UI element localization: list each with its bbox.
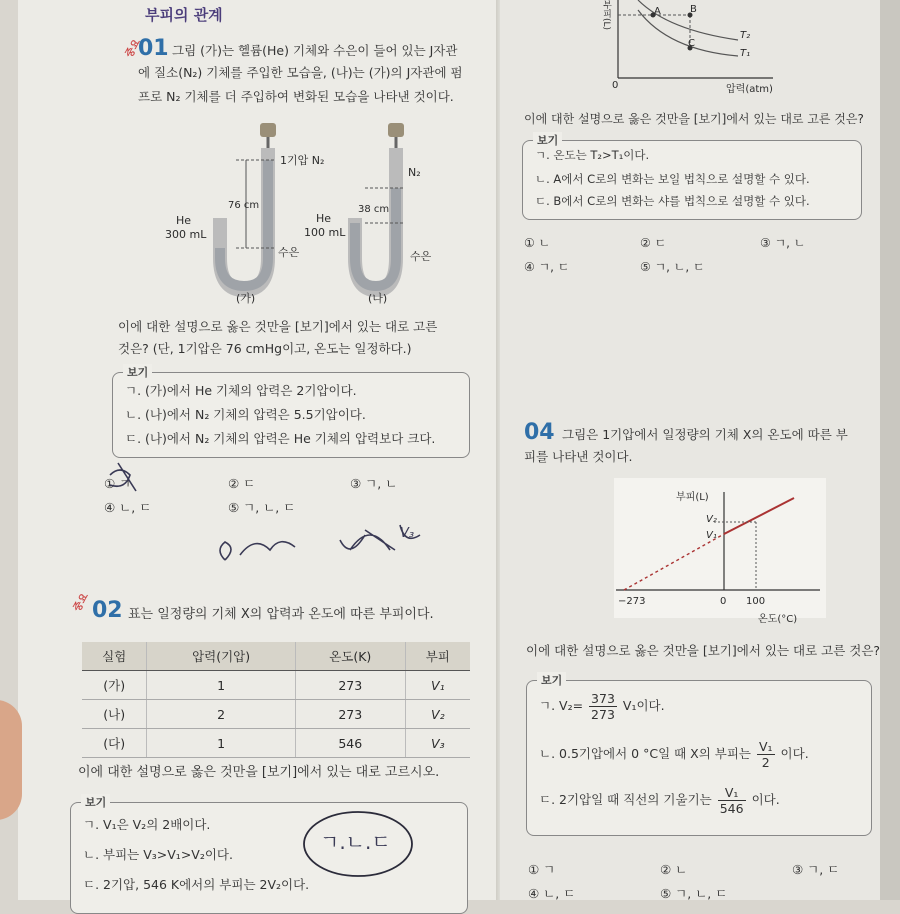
- q01-bogi-item-1: ㄱ. (가)에서 He 기체의 압력은 2기압이다.: [125, 383, 357, 398]
- q04-bogi-item-3: [539, 785, 780, 816]
- q01-text-line2: 에 질소(N₂) 기체를 주입한 모습을, (나)는 (가)의 J자관에 펌: [138, 65, 463, 80]
- table-cell: V₃: [405, 729, 470, 758]
- q04-prompt: 이에 대한 설명으로 옳은 것만을 [보기]에서 있는 대로 고른 것은?: [526, 643, 881, 658]
- table-cell: 2: [147, 700, 296, 729]
- handwriting-answer: ㄱ.ㄴ.ㄷ: [320, 830, 391, 854]
- diagram-b-he-volume: 100 mL: [304, 226, 346, 239]
- table-row: [82, 729, 470, 758]
- q01-bogi-box: [112, 366, 470, 458]
- diagram-a-caption: (가): [236, 292, 256, 305]
- table-header: 실험: [82, 642, 147, 671]
- q04-line: [724, 498, 794, 534]
- q02-text: 표는 일정량의 기체 X의 압력과 온도에 따른 부피이다.: [128, 607, 434, 622]
- q01-choice-3[interactable]: ③ ㄱ, ㄴ: [350, 476, 398, 491]
- isotherm-t2: [638, 0, 738, 40]
- q03-choice-2[interactable]: ② ㄷ: [640, 236, 667, 250]
- q03-bogi-item-3: ㄷ. B에서 C로의 변화는 샤를 법칙으로 설명할 수 있다.: [535, 194, 810, 208]
- thumb: [0, 700, 22, 820]
- important-badge-02: 중요: [71, 591, 91, 614]
- q04-ylabel: 부피(L): [676, 492, 709, 503]
- q03-point-b: B: [690, 4, 697, 15]
- q01-choice-2[interactable]: ② ㄷ: [228, 476, 256, 491]
- q04-b1-post: V₁이다.: [622, 698, 665, 713]
- q03-xlabel: 압력(atm): [726, 84, 773, 95]
- table-cell: 1: [147, 671, 296, 700]
- page-edge-shadow: [880, 0, 900, 900]
- q04-b2-pre: ㄴ. 0.5기압에서 0 °C일 때 X의 부피는: [539, 746, 752, 761]
- fraction: [589, 691, 617, 722]
- q04-x-100: 100: [746, 596, 766, 607]
- q03-bogi-item-1: ㄱ. 온도는 T₂>T₁이다.: [535, 148, 650, 162]
- q04-bogi-box: [526, 674, 872, 836]
- q01-choice-4[interactable]: ④ ㄴ, ㄷ: [104, 500, 152, 515]
- diagram-b-caption: (나): [368, 292, 388, 305]
- diagram-a-mercury-label: 수은: [278, 246, 300, 259]
- q02-table: [82, 642, 470, 758]
- question-number-02: 02: [92, 598, 123, 623]
- diagram-b-he-label: He: [316, 212, 332, 225]
- q04-choice-1[interactable]: ① ㄱ: [528, 862, 556, 877]
- q01-prompt-line1: 이에 대한 설명으로 옳은 것만을 [보기]에서 있는 대로 고른: [118, 319, 438, 334]
- table-cell: 546: [295, 729, 405, 758]
- q03-t1-label: T₁: [740, 48, 751, 59]
- q04-b2-post: 이다.: [780, 746, 809, 761]
- table-cell: 1: [147, 729, 296, 758]
- j-tube-diagram: [150, 118, 480, 308]
- fraction: [718, 785, 746, 816]
- q04-choice-4[interactable]: ④ ㄴ, ㄷ: [528, 886, 576, 901]
- q02-bogi-item-2: ㄴ. 부피는 V₃>V₁>V₂이다.: [83, 847, 233, 862]
- valve-b-icon: [388, 123, 404, 137]
- q02-bogi-item-1: ㄱ. V₁은 V₂의 2배이다.: [83, 817, 211, 832]
- table-header: 온도(K): [295, 642, 405, 671]
- q04-bogi-tag: 보기: [537, 672, 566, 688]
- q03-point-c: C: [688, 38, 695, 49]
- table-header: 압력(기압): [147, 642, 296, 671]
- q04-choice-2[interactable]: ② ㄴ: [660, 862, 688, 877]
- q03-t2-label: T₂: [740, 30, 751, 41]
- q04-bogi-item-2: [539, 739, 809, 770]
- q04-choice-5[interactable]: ⑤ ㄱ, ㄴ, ㄷ: [660, 886, 728, 901]
- q02-bogi-tag: 보기: [81, 794, 110, 810]
- q01-text-line1: 그림 (가)는 헬륨(He) 기체와 수은이 들어 있는 J자관: [172, 43, 458, 58]
- important-badge: 중요: [123, 37, 143, 60]
- diagram-a-he-volume: 300 mL: [165, 228, 207, 241]
- q02-bogi-item-3: ㄷ. 2기압, 546 K에서의 부피는 2V₂이다.: [83, 877, 310, 892]
- tube-a: [220, 148, 268, 290]
- frac-den: 546: [719, 801, 744, 816]
- q03-bogi-tag: 보기: [533, 132, 562, 148]
- diagram-a-he-label: He: [176, 214, 192, 227]
- q04-x-neg: −273: [618, 596, 646, 607]
- q03-ylabel: 부피(L): [601, 0, 611, 31]
- diagram-b-height: 38 cm: [358, 204, 390, 215]
- q03-choice-5[interactable]: ⑤ ㄱ, ㄴ, ㄷ: [640, 260, 705, 274]
- q04-choice-3[interactable]: ③ ㄱ, ㄷ: [792, 862, 840, 877]
- q02-prompt: 이에 대한 설명으로 옳은 것만을 [보기]에서 있는 대로 고르시오.: [78, 765, 440, 780]
- frac-num: 373: [591, 691, 615, 706]
- handwriting-v3: V₃: [400, 526, 415, 541]
- q04-extrapolation: [624, 534, 724, 590]
- table-cell: (가): [82, 671, 147, 700]
- tube-b: [355, 148, 396, 290]
- q01-text-line3: 프로 N₂ 기체를 더 주입하여 변화된 모습을 나타낸 것이다.: [138, 89, 454, 104]
- frac-num: V₁: [759, 739, 773, 754]
- table-row: [82, 671, 470, 700]
- q03-choice-3[interactable]: ③ ㄱ, ㄴ: [760, 236, 806, 250]
- frac-den: 273: [591, 707, 615, 722]
- q04-text-line2: 피를 나타낸 것이다.: [524, 449, 633, 464]
- q03-prompt: 이에 대한 설명으로 옳은 것만을 [보기]에서 있는 대로 고른 것은?: [524, 112, 864, 126]
- table-cell: 273: [295, 671, 405, 700]
- diagram-b-n2-label: N₂: [408, 166, 421, 179]
- table-cell: V₁: [405, 671, 470, 700]
- q04-v1-label: V₁: [706, 530, 717, 541]
- q04-bogi-item-1: [539, 691, 665, 722]
- handwriting-scribbles: [100, 455, 460, 595]
- q04-v2-label: V₂: [706, 514, 717, 525]
- diagram-a-height: 76 cm: [228, 200, 260, 211]
- section-title: 부피의 관계: [145, 6, 223, 24]
- diagram-b-mercury-label: 수은: [410, 250, 432, 263]
- q01-prompt-line2: 것은? (단, 1기압은 76 cmHg이고, 온도는 일정하다.): [118, 341, 412, 356]
- question-number-04: 04: [524, 420, 555, 445]
- table-row: [82, 700, 470, 729]
- diagram-a-n2-label: 1기압 N₂: [280, 154, 325, 167]
- frac-num: V₁: [718, 785, 746, 801]
- q03-choice-4[interactable]: ④ ㄱ, ㄷ: [524, 260, 570, 274]
- q04-text-line1: 그림은 1기압에서 일정량의 기체 X의 온도에 따른 부: [562, 427, 848, 442]
- q03-bogi-item-2: ㄴ. A에서 C로의 변화는 보일 법칙으로 설명할 수 있다.: [535, 172, 810, 186]
- frac-den: 2: [761, 755, 770, 770]
- q04-b1-pre: ㄱ. V₂=: [539, 698, 584, 713]
- table-cell: (나): [82, 700, 147, 729]
- q03-point-a: A: [654, 6, 661, 17]
- table-cell: (다): [82, 729, 147, 758]
- table-cell: V₂: [405, 700, 470, 729]
- q01-bogi-tag: 보기: [123, 364, 152, 380]
- q04-x-zero: 0: [720, 596, 727, 607]
- q03-choice-1[interactable]: ① ㄴ: [524, 236, 551, 250]
- question-number-01: 01: [138, 36, 169, 61]
- q01-bogi-item-2: ㄴ. (나)에서 N₂ 기체의 압력은 5.5기압이다.: [125, 407, 366, 422]
- q04-b3-post: 이다.: [751, 792, 780, 807]
- fraction: [757, 739, 775, 770]
- valve-a-icon: [260, 123, 276, 137]
- table-cell: 273: [295, 700, 405, 729]
- q04-xlabel: 온도(°C): [758, 614, 798, 625]
- table-header: 부피: [405, 642, 470, 671]
- q03-origin: 0: [612, 80, 619, 91]
- q03-bogi-box: [522, 134, 862, 220]
- q04-b3-pre: ㄷ. 2기압일 때 직선의 기울기는: [539, 792, 712, 807]
- q01-bogi-item-3: ㄷ. (나)에서 N₂ 기체의 압력은 He 기체의 압력보다 크다.: [125, 431, 436, 446]
- q01-choice-5[interactable]: ⑤ ㄱ, ㄴ, ㄷ: [228, 500, 296, 515]
- q01-choice-1[interactable]: ① ㄱ: [104, 476, 132, 491]
